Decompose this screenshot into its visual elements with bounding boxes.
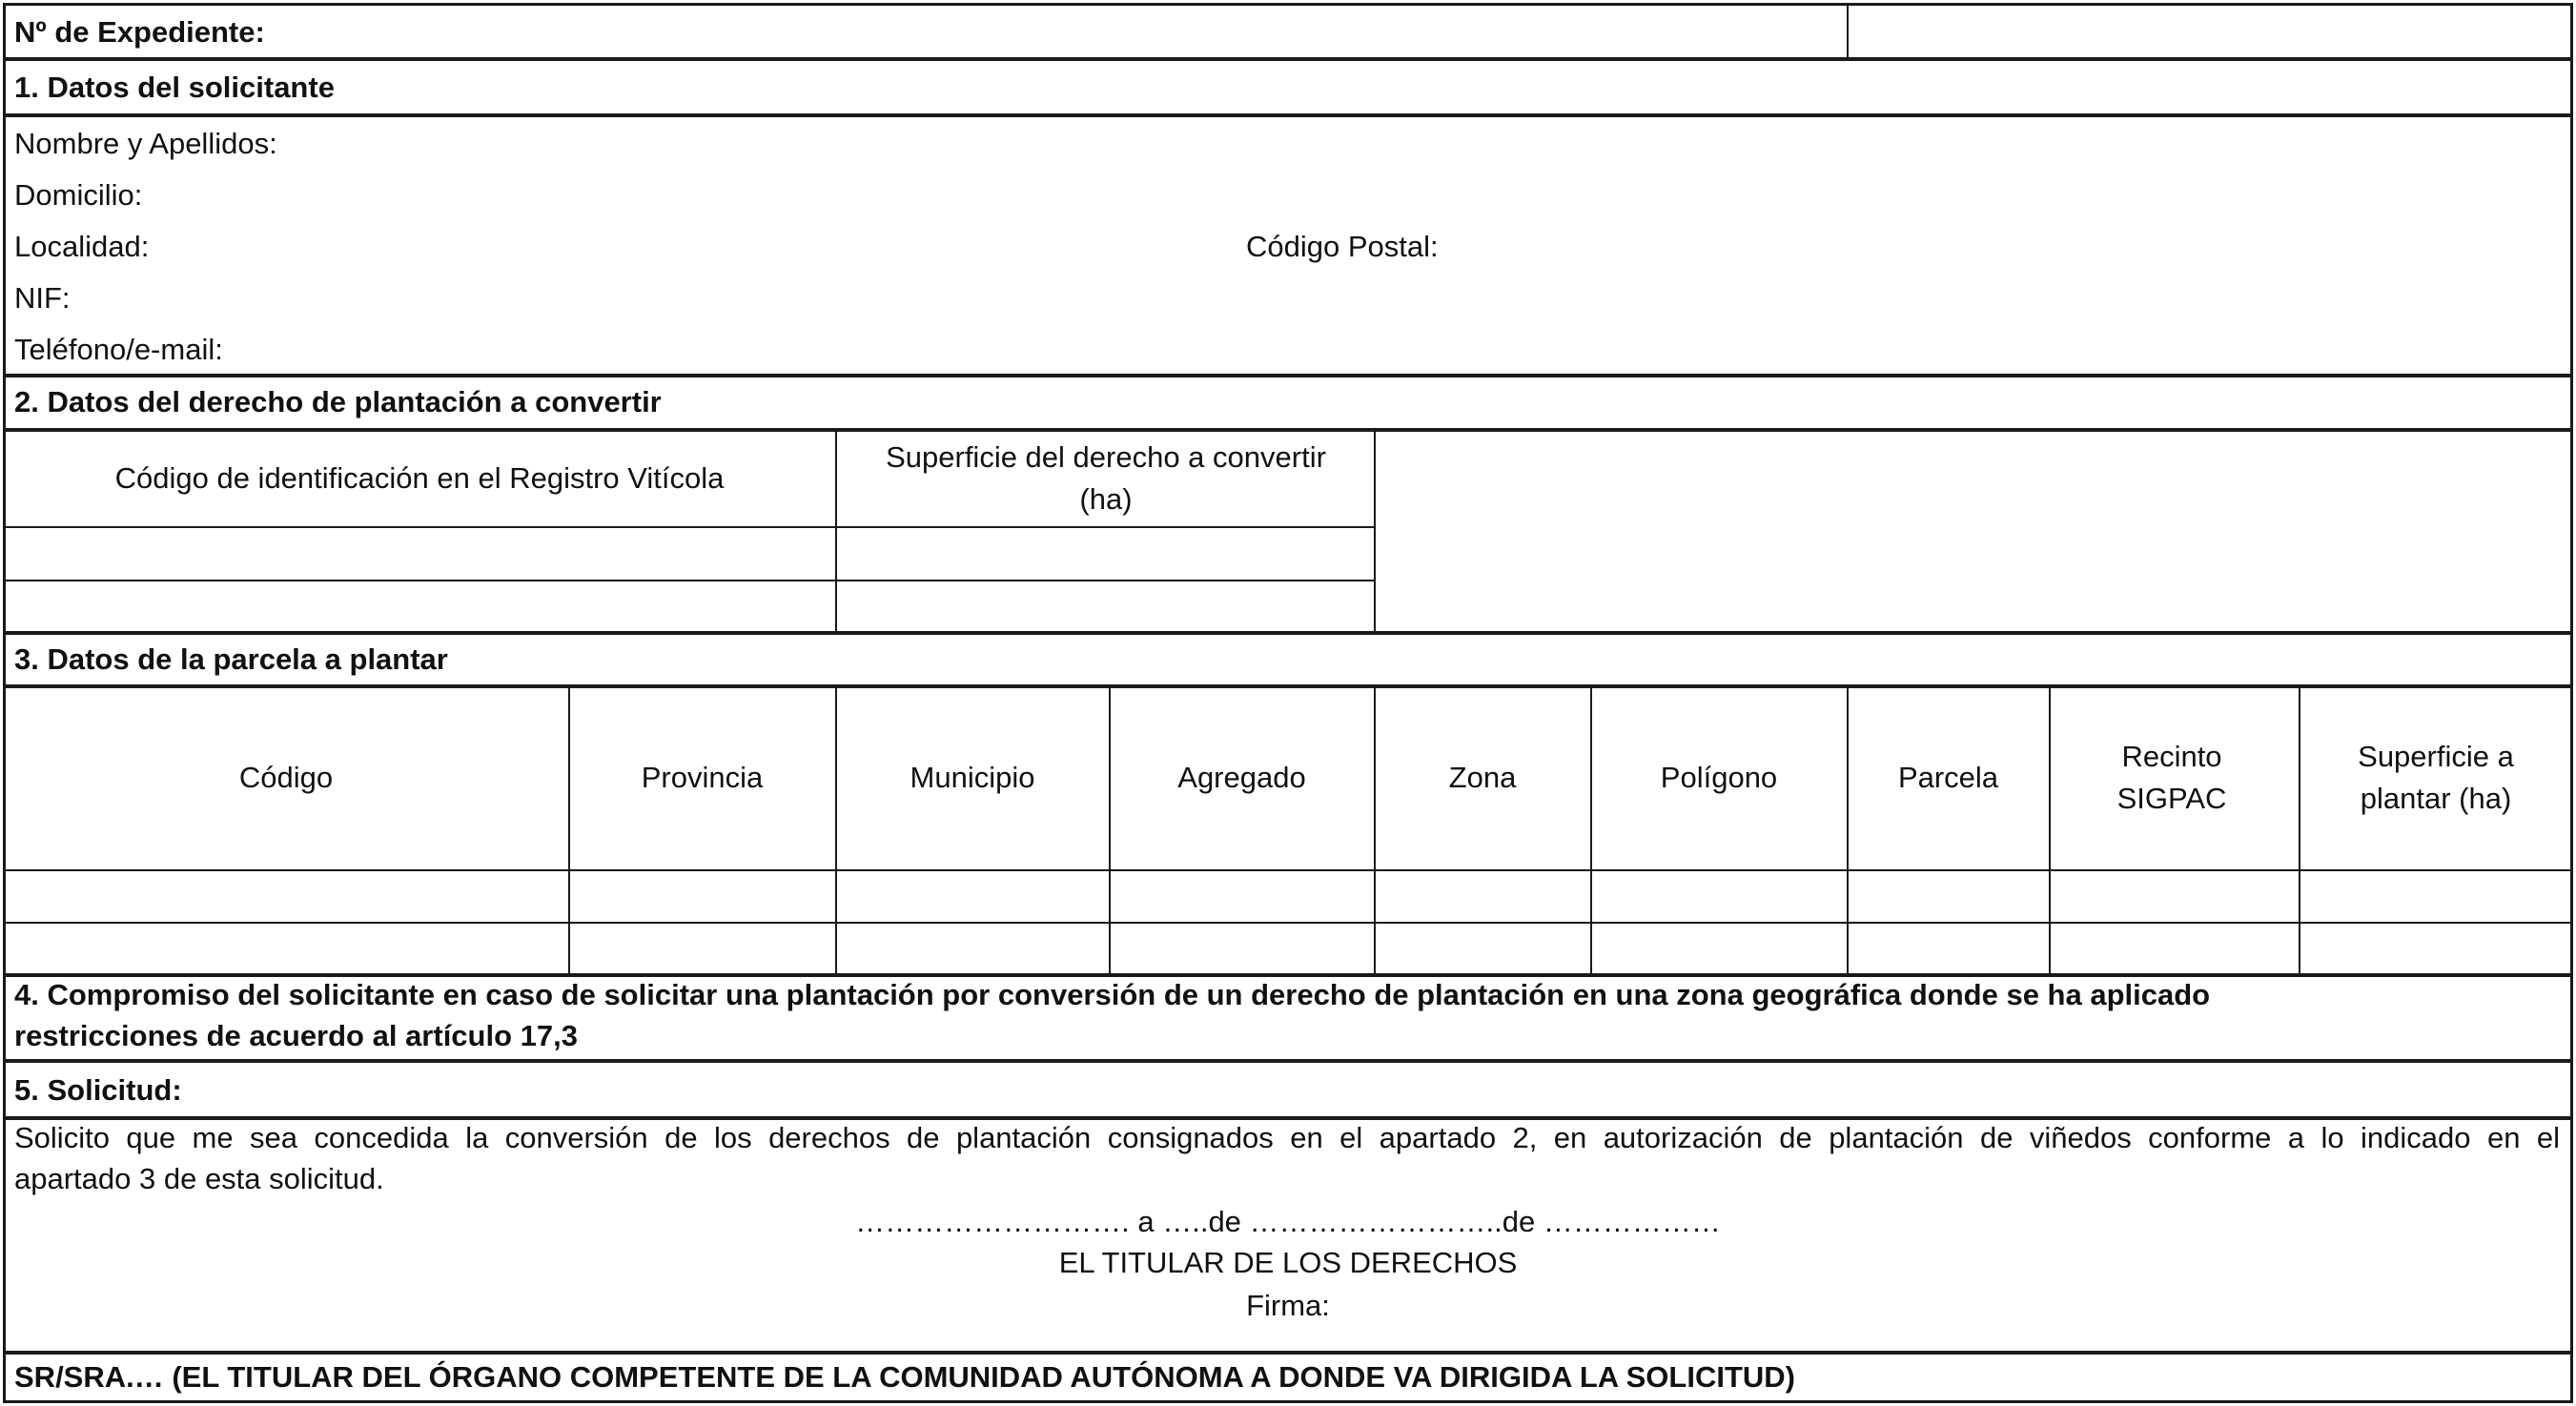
- section5-title: 5. Solicitud:: [14, 1073, 182, 1107]
- nif-label: NIF:: [14, 281, 71, 315]
- parcel-col-agregado: Agregado: [1177, 761, 1306, 794]
- section1-header: [3, 58, 2573, 116]
- addressee-text: SR/SRA.… (EL TITULAR DEL ÓRGANO COMPETENTE DE LA COMUNIDAD AUTÓNOMA A DONDE VA DIRIGIDA LA SOLICITUD): [14, 1360, 1796, 1394]
- section2-title: 2. Datos del derecho de plantación a convertir: [14, 385, 662, 418]
- parcel-cell-r1-c7[interactable]: [1849, 871, 2048, 921]
- rights-col-codigo: Código de identificación en el Registro Vitícola: [114, 461, 725, 495]
- parcel-cell-r2-c5[interactable]: [1376, 924, 1589, 974]
- parcel-cell-r1-c2[interactable]: [570, 871, 834, 921]
- parcel-cell-r2-c8[interactable]: [2051, 924, 2298, 974]
- codigo-postal-label: Código Postal:: [1246, 230, 1439, 263]
- parcel-col-poligono: Polígono: [1660, 761, 1778, 794]
- parcel-col-provincia: Provincia: [641, 761, 764, 794]
- expediente-value-field[interactable]: [1859, 13, 2560, 51]
- parcel-cell-r2-c7[interactable]: [1849, 924, 2048, 974]
- expediente-divider: [1847, 3, 1849, 60]
- section4-title-line2: restricciones de acuerdo al artículo 17,3: [14, 1019, 578, 1052]
- rights-table-right-edge: [1374, 429, 1376, 634]
- parcel-cell-r1-c8[interactable]: [2051, 871, 2298, 921]
- parcel-cell-r2-c1[interactable]: [5, 924, 567, 974]
- titular-label: EL TITULAR DE LOS DERECHOS: [1058, 1246, 1518, 1279]
- date-place-line: ………………………. a …..de ……………………..de ………………: [855, 1205, 1721, 1238]
- parcel-cell-r2-c3[interactable]: [837, 924, 1108, 974]
- expediente-label: Nº de Expediente:: [14, 15, 265, 49]
- parcel-col-parcela: Parcela: [1897, 761, 1999, 794]
- section5-header: [3, 1060, 2573, 1119]
- rights-cell-r2-c1[interactable]: [5, 581, 834, 633]
- domicilio-label: Domicilio:: [14, 178, 143, 212]
- parcel-cell-r1-c6[interactable]: [1592, 871, 1846, 921]
- parcel-cell-r2-c4[interactable]: [1111, 924, 1373, 974]
- parcel-cell-r1-c1[interactable]: [5, 871, 567, 921]
- rights-col-superficie: Superficie del derecho a convertir (ha): [886, 440, 1326, 516]
- parcel-col-municipio: Municipio: [910, 761, 1035, 794]
- localidad-label: Localidad:: [14, 230, 150, 263]
- rights-cell-r2-c2[interactable]: [837, 581, 1373, 633]
- parcel-col-superficie: Superficie a plantar (ha): [2358, 740, 2514, 815]
- parcel-cell-r2-c6[interactable]: [1592, 924, 1846, 974]
- solicitud-text-line2: apartado 3 de esta solicitud.: [14, 1162, 384, 1195]
- parcel-cell-r1-c4[interactable]: [1111, 871, 1373, 921]
- parcel-cell-r1-c9[interactable]: [2300, 871, 2571, 921]
- parcel-col-codigo: Código: [238, 761, 334, 794]
- parcel-cell-r1-c5[interactable]: [1376, 871, 1589, 921]
- rights-cell-r1-c2[interactable]: [837, 528, 1373, 579]
- parcel-cell-r1-c3[interactable]: [837, 871, 1108, 921]
- parcel-cell-r2-c2[interactable]: [570, 924, 834, 974]
- section1-title: 1. Datos del solicitante: [14, 71, 335, 104]
- section3-title: 3. Datos de la parcela a plantar: [14, 642, 448, 676]
- firma-label: Firma:: [1246, 1289, 1330, 1322]
- telefono-label: Teléfono/e-mail:: [14, 333, 223, 366]
- parcel-col-zona: Zona: [1448, 761, 1517, 794]
- nombre-label: Nombre y Apellidos:: [14, 127, 277, 160]
- rights-cell-r1-c1[interactable]: [5, 528, 834, 579]
- solicitud-text-line1: Solicito que me sea concedida la conversión de los derechos de plantación consignados en el apartado 2, en autorización de plantación de viñedos conforme a lo indicado en el: [14, 1121, 2560, 1154]
- parcel-cell-r2-c9[interactable]: [2300, 924, 2571, 974]
- parcel-col-recinto: Recinto SIGPAC: [2116, 740, 2227, 815]
- section4-title-line1: 4. Compromiso del solicitante en caso de solicitar una plantación por conversión de un derecho de plantación en una zona geográfica donde se ha aplicado: [14, 978, 2211, 1011]
